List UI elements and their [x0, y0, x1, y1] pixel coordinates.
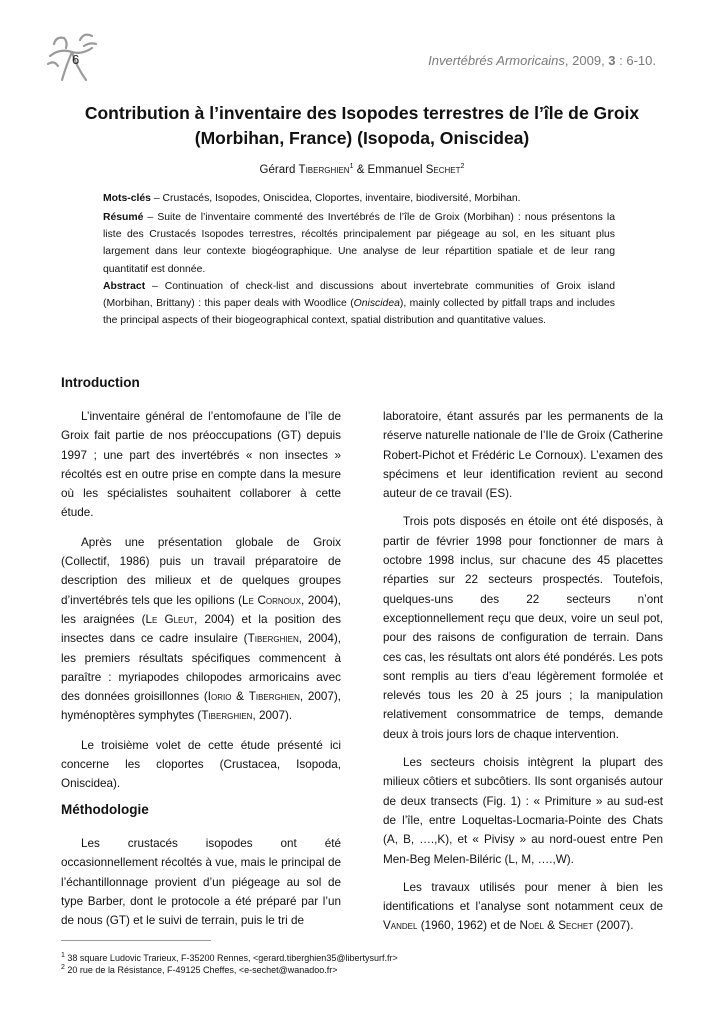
citation-tiberghien-2007b: Tiberghien: [201, 709, 253, 723]
journal-name: Invertébrés Armoricains: [428, 53, 565, 68]
journal-volume: 3: [608, 53, 616, 68]
footnote-divider: [61, 940, 211, 941]
footnote-1: [61, 952, 398, 964]
intro-p2-text-b: , 2004), les araignées (: [61, 593, 341, 626]
keywords: [103, 190, 615, 207]
col2-paragraph-1: laboratoire, étant assurés par les permanents de la réserve naturelle nationale de l’Ile de Groix (Catherine Robert-Pichot et Frédéric Le Cornoux). L’examen des spécimens et leur identification revient au second auteur de ce travail (ES).: [383, 410, 664, 501]
col2-p4-text-a: Les travaux utilisés pour mener à bien les identifications et l’analyse sont notamment ceux de: [383, 880, 663, 914]
intro-paragraph-2: [61, 533, 341, 726]
resume-text: – Suite de l’inventaire commenté des Invertébrés de l’île de Groix (Morbihan) : nous présentons la liste des Crustacés Isopodes terrestres, récoltés principalement par piégeage au sol, en les situant plus largement dans leur contexte biogéographique. Une analyse de leur répartition spatiale et de leur rang quantitatif est donnée.: [103, 212, 615, 275]
citation-le-gleut: Le Gleut: [145, 612, 195, 626]
right-column-body: [383, 407, 663, 945]
author-1-last-name: Tiberghien: [298, 164, 350, 176]
intro-paragraph-1: L’inventaire général de l’entomofaune de l’île de Groix fait partie de nos préoccupations (GT) depuis 1997 ; une part des invertébrés « non insectes » récoltés est en outre prise en compte dans la mesure où les spécialistes souhaitent collaborer à cette étude.: [61, 410, 341, 520]
journal-pages: : 6-10.: [615, 53, 656, 68]
journal-reference: [428, 53, 656, 68]
intro-p2-text-f: , 2007), hyménoptères symphytes (: [61, 690, 341, 723]
section-heading-introduction: Introduction: [61, 375, 140, 390]
citation-vandel: Vandel: [383, 919, 418, 933]
abstract-text-2: ), mainly collected by pitfall traps and includes the principal aspects of their biogeographical context, spatial distribution and quantitative values.: [103, 298, 615, 327]
methodologie-paragraph-1: Les crustacés isopodes ont été occasionnellement récoltés à vue, mais le principal de l’échantillonnage provient d’un piégeage au sol de type Barber, dont le protocole a été préparé par l’un de nous (GT) et le suivi de terrain, puis le tri de: [61, 837, 341, 928]
col2-p4-text-d: (2007).: [593, 919, 634, 933]
journal-year: , 2009,: [564, 53, 609, 68]
introduction-body: [61, 407, 341, 804]
footnote-2-number: 2: [61, 964, 65, 971]
citation-iorio: Iorio: [207, 690, 232, 704]
page-number: 6: [72, 52, 80, 67]
author-2-last-name: Sechet: [425, 164, 461, 176]
title-line-2: (Morbihan, France) (Isopoda, Oniscidea): [194, 128, 530, 148]
intro-paragraph-3: Le troisième volet de cette étude présenté ici concerne les cloportes (Crustacea, Isopoda, Oniscidea).: [61, 738, 341, 791]
section-heading-methodologie: Méthodologie: [61, 802, 149, 817]
resume-label: Résumé: [103, 212, 144, 223]
col2-p4-text-b: (1960, 1962) et de: [417, 919, 520, 933]
author-1-first-name: Gérard: [259, 164, 299, 176]
footnote-2: [61, 964, 338, 976]
col2-paragraph-2: Trois pots disposés en étoile ont été disposés, à partir de février 1998 pour fonctionner de mars à octobre 1998 inclus, sur chacune des 45 placettes réparties sur 22 secteurs prospectés. Toutefois, quelques-uns des 22 secteurs n’ont exceptionnellement reçu que deux, voire un seul pot, pour des raisons de configuration de terrain. Dans ces cas, les résultats ont alors été pondérés. Les pots sont remplis au tiers d’eau légèrement formolée et relevés tous les 20 à 25 jours ; la manipulation relativement consommatrice de temps, demande deux à trois jours lors de chaque intervention.: [383, 515, 663, 741]
footnote-2-text: 20 rue de la Résistance, F-49125 Cheffes, <e-sechet@wanadoo.fr>: [64, 965, 338, 975]
abstract-italic: Oniscidea: [353, 298, 400, 310]
col2-paragraph-3: Les secteurs choisis intègrent la plupart des milieux côtiers et subcôtiers. Ils sont organisés autour de deux transects (Fig. 1) : « Primiture » au sud-est de l’île, entre Loqueltas-Locmaria-Pointe des Chats (A, B, ….,K), et « Pivisy » au nord-ouest entre Pen Men-Beg Melen-Biléric (L, M, ….,W).: [383, 756, 663, 866]
abstract: [103, 278, 615, 330]
author-1-affiliation: 1: [349, 163, 354, 171]
col2-paragraph-4: [383, 878, 663, 936]
author-2-affiliation: 2: [460, 163, 465, 171]
keywords-label: Mots-clés: [103, 193, 151, 204]
citation-tiberghien-2004: Tiberghien: [247, 632, 299, 646]
resume: [103, 209, 615, 278]
citation-sechet: Sechet: [558, 919, 594, 933]
citation-le-cornoux: Le Cornoux: [242, 593, 302, 607]
col2-p4-text-c: &: [543, 919, 559, 933]
intro-p2-text-g: , 2007).: [252, 709, 293, 723]
author-separator: & Emmanuel: [353, 164, 426, 176]
footnote-1-text: 38 square Ludovic Trarieux, F-35200 Rennes, <gerard.tiberghien35@libertysurf.fr>: [64, 953, 398, 963]
footnote-1-number: 1: [61, 952, 65, 959]
paper-title: [60, 101, 664, 151]
abstract-label: Abstract: [103, 281, 146, 292]
keywords-text: – Crustacés, Isopodes, Oniscidea, Cloportes, inventaire, biodiversité, Morbihan.: [150, 193, 521, 204]
citation-noel: Noël: [519, 919, 544, 933]
intro-p2-text-a: Après une présentation globale de Groix (Collectif, 1986) puis un travail préparatoire de description des milieux et de quelques groupes d’invertébrés tels que les opilions (: [61, 535, 341, 607]
citation-tiberghien-2007a: Tiberghien: [248, 690, 300, 704]
authors: [60, 164, 664, 176]
intro-p2-text-e: &: [231, 690, 249, 704]
title-line-1: Contribution à l’inventaire des Isopodes terrestres de l’île de Groix: [84, 103, 640, 123]
intro-p2-text-d: , 2004), les premiers résultats spécifiques commencent à paraître : myriapodes chilopodes armoricains avec des données groisillonnes (: [61, 632, 341, 704]
intro-p2-text-c: , 2004) et la position des insectes dans ce cadre insulaire (: [61, 612, 341, 646]
abstract-text-1: – Continuation of check-list and discussions about invertebrate communities of Groix island (Morbihan, Brittany) : this paper deals with Woodlice (: [103, 281, 615, 310]
methodologie-body: [61, 834, 341, 930]
